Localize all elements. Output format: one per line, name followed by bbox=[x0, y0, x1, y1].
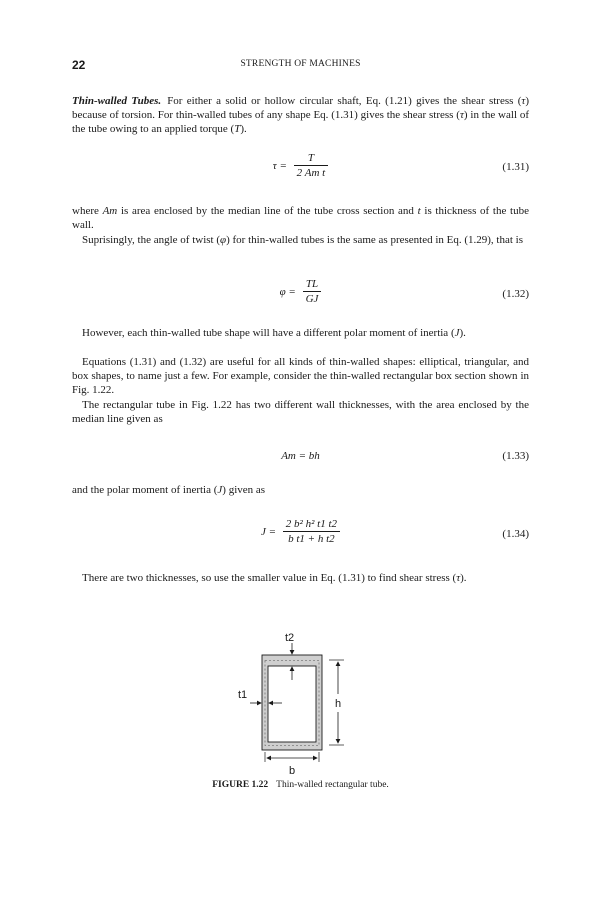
paragraph-angle-of-twist: Suprisingly, the angle of twist (φ) for thin-walled tubes is the same as presented in Eq. (1.29), that is bbox=[82, 234, 524, 246]
equation-lhs: φ = bbox=[279, 285, 296, 298]
t2-label: t2 bbox=[285, 632, 295, 644]
page-number: 22 bbox=[72, 58, 86, 72]
equation-fraction bbox=[283, 518, 340, 545]
equation-1-32 bbox=[72, 278, 529, 312]
equation-lhs: τ = bbox=[272, 159, 287, 172]
paragraph-equations: Equations (1.31) and (1.32) are useful for all kinds of thin-walled shapes: elliptical, triangular, and box shapes, to name just a few. For example, consider the thin-walled rectangular box section shown in Fig. 1.22. bbox=[72, 356, 529, 396]
paragraph-rectangular-tube: The rectangular tube in Fig. 1.22 has two different wall thicknesses, with the area enclosed by the median line given as bbox=[72, 399, 529, 425]
equation-lhs: J = bbox=[260, 525, 277, 538]
equation-number: (1.31) bbox=[502, 161, 529, 173]
equation-fraction bbox=[294, 152, 329, 179]
running-title: STRENGTH OF MACHINES bbox=[240, 59, 361, 69]
page bbox=[72, 0, 529, 900]
equation-number: (1.34) bbox=[502, 528, 529, 540]
t1-label: t1 bbox=[238, 689, 248, 701]
equation-1-31 bbox=[72, 152, 529, 186]
b-label: b bbox=[288, 765, 296, 777]
equation-number: (1.33) bbox=[502, 450, 529, 462]
equation-numerator: TL bbox=[303, 278, 322, 292]
page-header bbox=[72, 58, 529, 74]
paragraph-polar-moment: and the polar moment of inertia (J) given as bbox=[72, 484, 266, 496]
equation-1-33 bbox=[72, 446, 529, 480]
paragraph-where: where Am is area enclosed by the median line of the tube cross section and t is thickness of the tube wall. bbox=[72, 205, 529, 231]
equation-numerator: 2 b² h² t1 t2 bbox=[283, 518, 340, 532]
equation-1-34 bbox=[72, 518, 529, 552]
equation-denominator: GJ bbox=[305, 293, 319, 305]
rectangular-tube-diagram bbox=[72, 628, 529, 788]
paragraph-however: However, each thin-walled tube shape will have a different polar moment of inertia (J). bbox=[82, 327, 466, 339]
caption-label: FIGURE 1.22 bbox=[212, 780, 269, 790]
equation-number: (1.32) bbox=[502, 288, 529, 300]
equation-fraction bbox=[303, 278, 322, 305]
figure-caption bbox=[72, 780, 529, 790]
paragraph-two-thicknesses: There are two thicknesses, so use the smaller value in Eq. (1.31) to find shear stress (τ). bbox=[82, 572, 467, 584]
paragraph-thin-walled-tubes: Thin-walled Tubes. For either a solid or hollow circular shaft, Eq. (1.21) gives the shear stress (τ) because of torsion. For thin-walled tubes of any shape Eq. (1.31) gives the shear stress (τ) in the wall of the tube owing to an applied torque (T). bbox=[72, 95, 529, 135]
h-label: h bbox=[334, 698, 342, 710]
figure-1-22 bbox=[72, 628, 529, 788]
section-lead: Thin-walled Tubes. bbox=[72, 95, 162, 107]
equation-text: Am = bh bbox=[281, 450, 320, 462]
equation-numerator: T bbox=[294, 152, 329, 166]
caption-text: Thin-walled rectangular tube. bbox=[276, 780, 389, 790]
equation-denominator: b t1 + h t2 bbox=[288, 533, 335, 545]
equation-denominator: 2 Am t bbox=[296, 167, 326, 179]
